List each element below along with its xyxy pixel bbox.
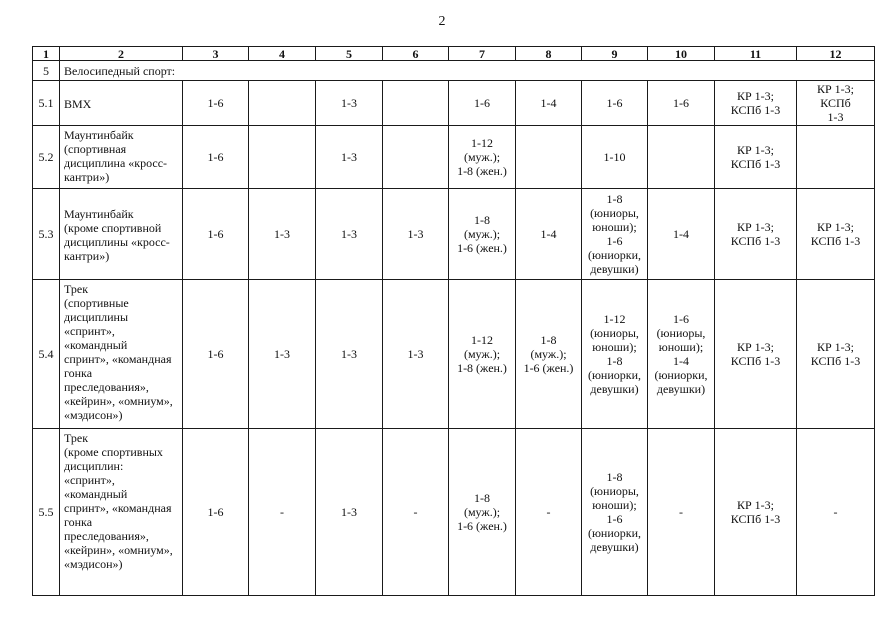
table-cell: 1-8 (юниоры, юноши); 1-6 (юниорки, девушки) <box>582 429 648 596</box>
header-row <box>33 47 875 61</box>
table-cell: 1-3 <box>316 429 383 596</box>
header-cell: 9 <box>582 47 648 61</box>
header-cell: 12 <box>797 47 875 61</box>
discipline-name: BMX <box>60 81 183 126</box>
table-cell: КР 1-3; КСПб 1-3 <box>797 280 875 429</box>
table-cell: 1-4 <box>516 81 582 126</box>
table-row <box>33 429 875 596</box>
table-cell: 1-3 <box>316 126 383 189</box>
discipline-name: Маунтинбайк (спортивная дисциплина «кросс- кантри») <box>60 126 183 189</box>
table-cell: 1-3 <box>316 189 383 280</box>
section-title: Велосипедный спорт: <box>60 61 875 81</box>
row-number: 5.3 <box>33 189 60 280</box>
header-cell: 2 <box>60 47 183 61</box>
table-cell: - <box>516 429 582 596</box>
page-number: 2 <box>438 14 446 29</box>
discipline-name: Трек (кроме спортивных дисциплин: «спринт», «командный спринт», «командная гонка преследования», «кейрин», «омниум», «мэдисон») <box>60 429 183 596</box>
table-cell <box>383 126 449 189</box>
table-cell: 1-12 (муж.); 1-8 (жен.) <box>449 126 516 189</box>
table-cell: 1-6 (юниоры, юноши); 1-4 (юниорки, девушки) <box>648 280 715 429</box>
table-cell: 1-8 (муж.); 1-6 (жен.) <box>449 429 516 596</box>
row-number: 5.5 <box>33 429 60 596</box>
table-cell: 1-8 (муж.); 1-6 (жен.) <box>449 189 516 280</box>
table-cell <box>648 126 715 189</box>
section-row <box>33 61 875 81</box>
table-cell: КР 1-3; КСПб 1-3 <box>715 429 797 596</box>
table-cell: 1-12 (юниоры, юноши); 1-8 (юниорки, девушки) <box>582 280 648 429</box>
discipline-name: Трек (спортивные дисциплины «спринт», «командный спринт», «командная гонка преследования», «кейрин», «омниум», «мэдисон») <box>60 280 183 429</box>
table-cell: 1-6 <box>183 280 249 429</box>
table-cell: 1-4 <box>648 189 715 280</box>
table-cell: 1-3 <box>383 189 449 280</box>
table-cell <box>249 81 316 126</box>
table-cell <box>797 126 875 189</box>
header-cell: 5 <box>316 47 383 61</box>
table-cell <box>249 126 316 189</box>
header-cell: 1 <box>33 47 60 61</box>
table-cell <box>516 126 582 189</box>
row-number: 5.4 <box>33 280 60 429</box>
table-cell: КР 1-3; КСПб 1-3 <box>797 189 875 280</box>
table-row <box>33 280 875 429</box>
table-cell: 1-3 <box>316 81 383 126</box>
header-cell: 11 <box>715 47 797 61</box>
row-number: 5.1 <box>33 81 60 126</box>
table-row <box>33 126 875 189</box>
table-cell: - <box>249 429 316 596</box>
table-cell: 1-3 <box>383 280 449 429</box>
section-number: 5 <box>33 61 60 81</box>
table-cell: 1-6 <box>449 81 516 126</box>
table-cell: КР 1-3; КСПб 1-3 <box>715 81 797 126</box>
table-cell: 1-3 <box>249 280 316 429</box>
table-cell: 1-3 <box>316 280 383 429</box>
header-cell: 7 <box>449 47 516 61</box>
table-cell: 1-10 <box>582 126 648 189</box>
table-cell: 1-3 <box>249 189 316 280</box>
table-row <box>33 189 875 280</box>
table-cell: - <box>383 429 449 596</box>
table-cell: КР 1-3; КСПб 1-3 <box>715 280 797 429</box>
table-cell: 1-12 (муж.); 1-8 (жен.) <box>449 280 516 429</box>
sports-table <box>32 46 875 596</box>
header-cell: 4 <box>249 47 316 61</box>
discipline-name: Маунтинбайк (кроме спортивной дисциплины «кросс- кантри») <box>60 189 183 280</box>
table-cell: 1-6 <box>582 81 648 126</box>
header-cell: 10 <box>648 47 715 61</box>
table-cell: 1-6 <box>183 189 249 280</box>
table-cell: 1-6 <box>183 429 249 596</box>
table-cell: 1-6 <box>648 81 715 126</box>
header-cell: 8 <box>516 47 582 61</box>
table-cell: - <box>648 429 715 596</box>
table-cell: 1-4 <box>516 189 582 280</box>
table-cell: 1-8 (юниоры, юноши); 1-6 (юниорки, девушки) <box>582 189 648 280</box>
table-cell: КР 1-3; КСПб 1-3 <box>797 81 875 126</box>
table-cell: КР 1-3; КСПб 1-3 <box>715 189 797 280</box>
table-row <box>33 81 875 126</box>
table-cell: 1-6 <box>183 81 249 126</box>
header-cell: 6 <box>383 47 449 61</box>
header-cell: 3 <box>183 47 249 61</box>
table-cell: КР 1-3; КСПб 1-3 <box>715 126 797 189</box>
table-cell: 1-8 (муж.); 1-6 (жен.) <box>516 280 582 429</box>
table-cell: 1-6 <box>183 126 249 189</box>
row-number: 5.2 <box>33 126 60 189</box>
table-cell <box>383 81 449 126</box>
table-cell: - <box>797 429 875 596</box>
